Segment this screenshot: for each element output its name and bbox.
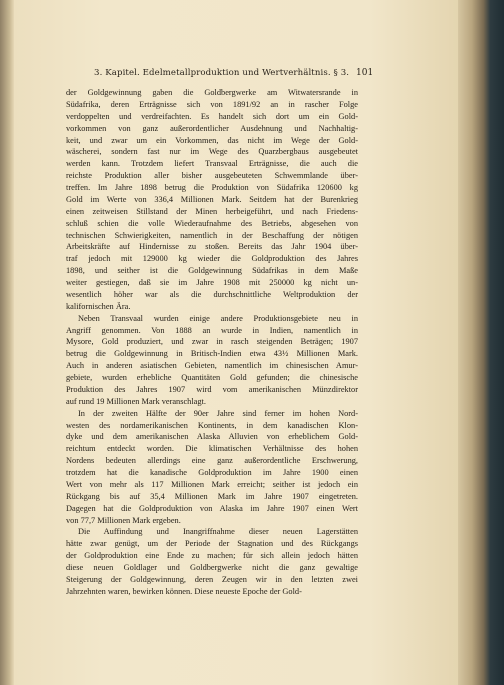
text-line: traf jedoch mit 129000 kg wieder die Goldproduktion des Jahres (66, 254, 358, 264)
text-line: Produktion des Jahres 1907 wird vom amerikanischen Münzdirektor (66, 384, 358, 394)
text-line: Südafrika, deren Erträgnisse sich von 1891/92 an in rascher Folge (66, 99, 358, 109)
text-line: reichste Produktion aller bisher ausgebeuteten Schwemmlande über- (66, 171, 358, 181)
text-line: kalifornischen Ära. (66, 301, 131, 311)
text-line: diese neuen Goldlager und Goldbergwerke nicht die ganz gewaltige (66, 563, 358, 572)
paragraph (66, 408, 358, 527)
text-line: 1898, und seither ist die Goldgewinnung Südafrikas in dem Maße (66, 266, 358, 276)
text-line: Jahrzehnten waren, bewirken können. Diese neueste Epoche der Gold- (66, 586, 302, 596)
text-line: trotzdem hat die kanadische Goldproduktion im Jahre 1900 einen (66, 468, 358, 477)
paragraph (66, 313, 358, 408)
book-edge (458, 0, 504, 685)
text-line: keit, und zwar um ein Vorkommen, das nicht im Wege der Gold- (66, 135, 358, 145)
text-line: Wert von mehr als 117 Millionen Mark erreicht; seither ist jedoch ein (66, 479, 358, 489)
text-line: der Goldproduktion eine Ende zu machen; für sich allein jedoch hätten (66, 551, 358, 561)
text-line: weiter gestiegen, daß sie im Jahre 1908 mit 250000 kg nicht un- (66, 278, 358, 287)
text-line: Auch in anderen asiatischen Gebieten, namentlich im chinesischen Amur- (66, 361, 358, 371)
text-line: betrug die Goldgewinnung in Britisch-Indien etwa 43½ Millionen Mark. (66, 349, 358, 359)
text-line: treffen. Im Jahre 1898 betrug die Produktion von Südafrika 120600 kg (66, 183, 358, 192)
text-line: wesentlich höher war als die durchschnittliche Weltproduktion der (66, 289, 358, 299)
text-line: von 77,7 Millionen Mark ergeben. (66, 515, 181, 525)
text-line: schluß schien die volle Wiederaufnahme des Betriebs, abgesehen von (66, 218, 358, 228)
text-line: reichtum entdeckt worden. Die klimatischen Verhältnisse des hohen (66, 444, 358, 454)
text-line: auf rund 19 Millionen Mark veranschlagt. (66, 396, 206, 406)
text-line: Angriff genommen. Von 1888 an wurde in Indien, namentlich in (66, 325, 358, 335)
page-number: 101 (356, 68, 374, 78)
paragraph (66, 526, 358, 597)
text-line: Mysore, Gold produziert, und zwar in rasch steigenden Beträgen; 1907 (66, 337, 358, 347)
text-line: werden kann. Trotzdem liefert Transvaal Erträgnisse, die auch die (66, 159, 358, 169)
text-line: Nordens bedeuten allerdings eine ganz außerordentliche Erschwerung, (66, 456, 358, 466)
text-line: dyke und dem amerikanischen Alaska Alluvien von erheblichem Gold- (66, 432, 358, 442)
text-line: vorkommen von ganz außerordentlicher Ausdehnung und Nachhaltig- (66, 123, 358, 133)
text-line: gebiete, wurden erhebliche Quantitäten Gold gefunden; die chinesische (66, 373, 358, 382)
body-text (66, 87, 358, 598)
text-line: westen des nordamerikanischen Kontinents, in dem kanadischen Klon- (66, 420, 358, 430)
text-line: In der zweiten Hälfte der 90er Jahre sind ferner im hohen Nord- (78, 408, 358, 418)
text-line: verdoppelten und verdreifachten. Es handelt sich dort um ein Gold- (66, 111, 358, 121)
text-line: Gold im Werte von 336,4 Millionen Mark. Seitdem hat der Burenkrieg (66, 194, 358, 204)
text-line: Arbeitskräfte auf Hindernisse zu stoßen. Bereits das Jahr 1904 über- (66, 242, 358, 252)
text-line: Neben Transvaal wurden einige andere Produktionsgebiete neu in (78, 313, 358, 323)
text-line: wäscherei, sondern fast nur im Wege des Quarzbergbaus ausgebeutet (66, 147, 358, 157)
text-line: Steigerung der Goldgewinnung, deren Zeugen wir in den letzten zwei (66, 574, 358, 584)
book-gutter (0, 0, 14, 685)
text-line: Die Auffindung und Inangriffnahme dieser neuen Lagerstätten (78, 527, 358, 537)
text-line: technischen Schwierigkeiten, namentlich in der Beschaffung der nötigen (66, 230, 358, 240)
text-line: Dagegen hat die Goldproduktion von Alaska im Jahre 1907 einen Wert (66, 503, 358, 513)
text-line: einen zeitweisen Stillstand der Minen herbeigeführt, und nach Friedens- (66, 206, 358, 216)
text-line: der Goldgewinnung gaben die Goldbergwerke am Witwatersrande in (66, 88, 358, 97)
running-header: 3. Kapitel. Edelmetallproduktion und Wertverhältnis. § 3. (94, 68, 350, 78)
paragraph (66, 87, 358, 313)
text-line: hätte zwar genügt, um der Periode der Stagnation und des Rückgangs (66, 539, 358, 549)
text-line: Rückgang bis auf 35,4 Millionen Mark im Jahre 1907 eingetreten. (66, 491, 358, 501)
